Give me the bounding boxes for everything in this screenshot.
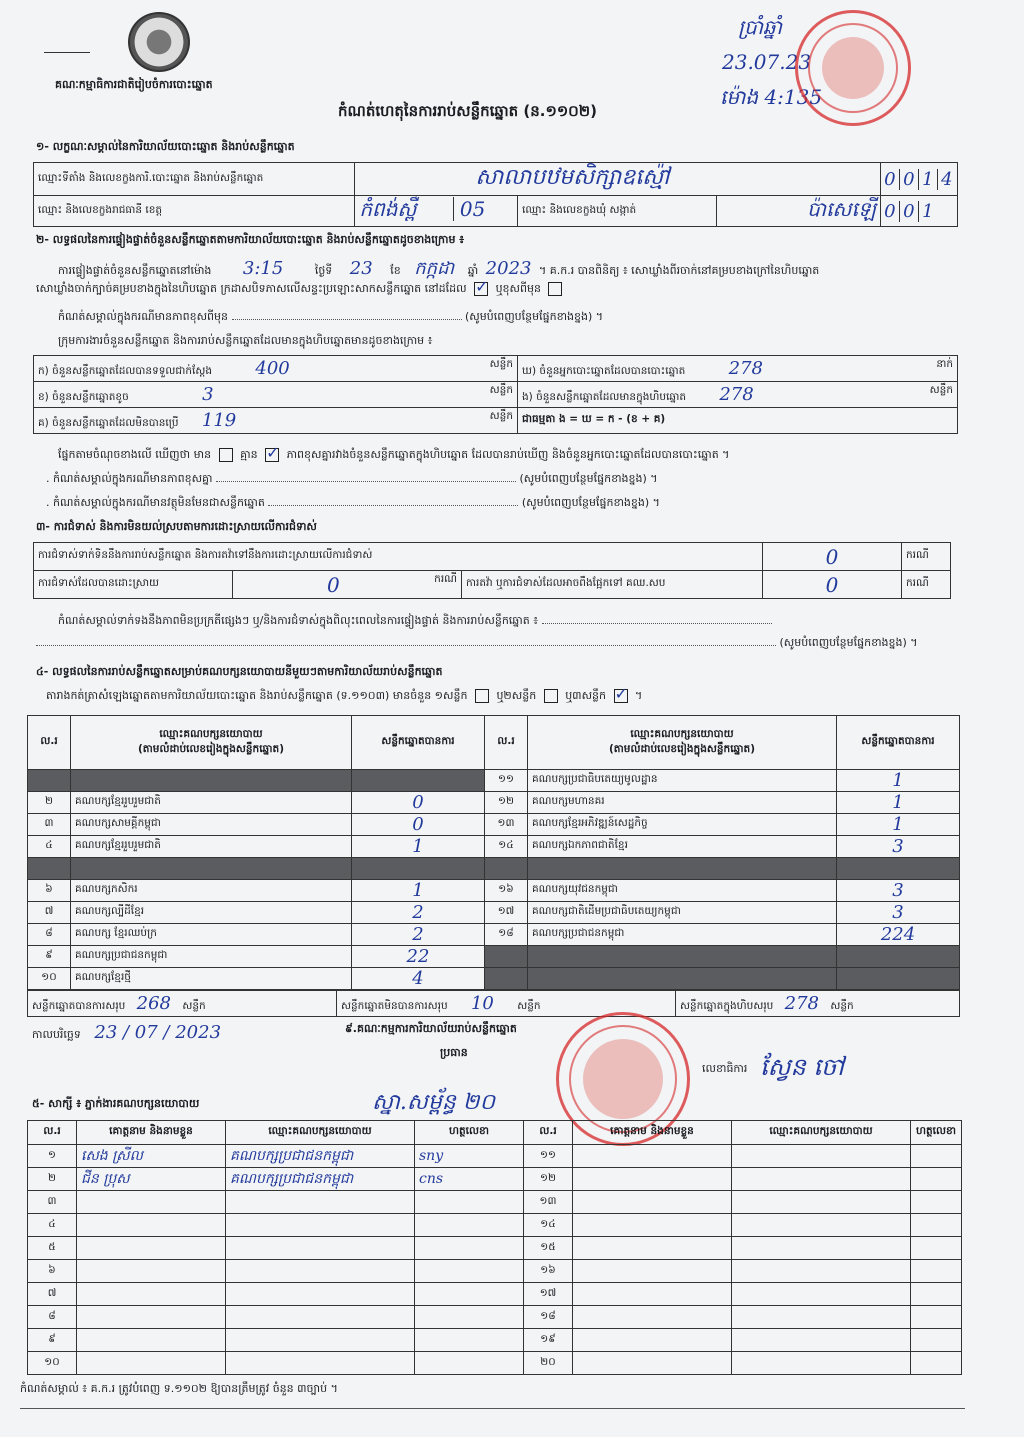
witness-party (226, 1260, 415, 1283)
witness-signature: cns (415, 1168, 524, 1191)
witness-party: គណបក្សប្រជាជនកម្ពុជា (226, 1168, 415, 1191)
right-party-no (485, 968, 528, 990)
witness-no-right: ១៨ (524, 1306, 573, 1329)
commune-label: ឈ្មោះ និងលេខក្ខងឃុំ សង្កាត់ (518, 196, 717, 227)
witness-signature (415, 1214, 524, 1237)
table-row (28, 1306, 962, 1329)
table-row (28, 836, 960, 858)
appeal-label: ការតវ៉ា ឬការជំទាស់ដែលអាចពឹងផ្អែកទៅ គឈ.សប (462, 571, 763, 599)
witness-party-right (732, 1329, 911, 1352)
ballots-in-box-row: ង) ចំនួនសន្លឹកឆ្នោតដែលមានក្នុងហិបឆ្នោត 278 សន្លឹក (518, 382, 958, 408)
secretary-signature: ស្វែន ចៅ (760, 1053, 844, 1081)
witness-name (77, 1329, 226, 1352)
w-col-sign-right: ហត្ថលេខា (911, 1121, 962, 1145)
witness-name (77, 1191, 226, 1214)
results-table (27, 715, 960, 990)
witness-signature (415, 1329, 524, 1352)
witness-signature (415, 1191, 524, 1214)
witness-party-right (732, 1145, 911, 1168)
right-party-no: ១១ (485, 770, 528, 792)
witness-no-right: ១៦ (524, 1260, 573, 1283)
verification-line: ការផ្ទៀងផ្ទាត់ចំនួនសន្លឹកឆ្នោតនៅម៉ោង 3:15 ថ្ងៃទី 23 ខែ កក្កដា ឆ្នាំ 2023 ។ គ.ក.រ បានពិនិត្យ ៖ សោឃ្លាំងពីរចាក់នៅគម្របខាងក្រៅនៃហិបឆ្នោត (58, 258, 820, 279)
witness-no: ៩ (28, 1329, 77, 1352)
witness-signature-right (911, 1306, 962, 1329)
witness-signature (415, 1352, 524, 1375)
resolved-label: ការជំទាស់ដែលបានដោះស្រាយ (34, 571, 233, 599)
right-party-no: ១៧ (485, 902, 528, 924)
left-party-votes: 2 (352, 902, 485, 924)
right-party-votes: 3 (837, 902, 960, 924)
witness-name (77, 1352, 226, 1375)
witness-name-right (573, 1191, 732, 1214)
witness-no: ២ (28, 1168, 77, 1191)
right-party-votes (837, 946, 960, 968)
left-party-name: គណបក្សល្បីដីខ្មែរ (71, 902, 352, 924)
section2-title: ២- លទ្ធផលនៃការផ្ទៀងផ្ទាត់ចំនួនសន្លឹកឆ្នោតតាមការិយាល័យបោះឆ្នោត និងរាប់សន្លឹកឆ្នោតដូចខាងក្រោម ៖ (36, 233, 465, 246)
left-party-no (28, 858, 71, 880)
witness-name-right (573, 1352, 732, 1375)
location-label: ឈ្មោះទីតាំង និងលេខក្ខងការិ.បោះឆ្នោត និងរាប់សន្លឹកឆ្នោត (34, 163, 355, 196)
w-col-no: ល.រ (28, 1121, 77, 1145)
col-votes-right: សន្លឹកឆ្នោតបានការ (837, 716, 960, 770)
complaints-table (33, 542, 951, 599)
formula: ជាធម្មតា ង = ឃ = ក - (ខ + គ) (518, 408, 958, 434)
right-party-name: គណបក្សខ្មែរអភិវឌ្ឍន៍សេដ្ឋកិច្ច (528, 814, 837, 836)
left-party-no (28, 770, 71, 792)
witness-no-right: ១១ (524, 1145, 573, 1168)
witness-party (226, 1214, 415, 1237)
appeal-unit: ករណី (902, 571, 951, 599)
footer-note: កំណត់សម្គាល់ ៖ គ.ក.រ ត្រូវបំពេញ ទ.១១០២ ឱ្យបានត្រឹមត្រូវ ចំនួន ៣ច្បាប់ ។ (20, 1382, 338, 1395)
witness-no: ៦ (28, 1260, 77, 1283)
witness-no: ៤ (28, 1214, 77, 1237)
witness-handwriting: ស្នា.សម្ព័ន្ធ ២០ (372, 1090, 496, 1115)
witness-signature-right (911, 1283, 962, 1306)
section1-table (33, 162, 958, 227)
witness-name-right (573, 1260, 732, 1283)
witness-party-right (732, 1237, 911, 1260)
different-checkbox[interactable] (548, 282, 562, 296)
witness-signature-right (911, 1237, 962, 1260)
left-party-votes: 1 (352, 836, 485, 858)
table-row (28, 924, 960, 946)
right-party-votes: 224 (837, 924, 960, 946)
left-party-votes: 0 (352, 814, 485, 836)
left-party-votes: 4 (352, 968, 485, 990)
one-sheet-checkbox[interactable] (475, 689, 489, 703)
witness-party (226, 1283, 415, 1306)
left-party-no: ៤ (28, 836, 71, 858)
left-party-name (71, 858, 352, 880)
right-party-no (485, 946, 528, 968)
foreign-object-note: . កំណត់សម្គាល់ក្នុងករណីមានវត្ថុមិនមែនជាសន្លឹកឆ្នោត (សូមបំពេញបន្ថែមផ្នែកខាងខ្នង) ។ (46, 496, 660, 509)
province-label: ឈ្មោះ និងលេខក្ខងរាជធានី ខេត្ត (34, 196, 355, 227)
witness-party (226, 1237, 415, 1260)
witness-name (77, 1214, 226, 1237)
has-difference-checkbox[interactable] (219, 448, 233, 462)
difference-note: . កំណត់សម្គាល់ក្នុងករណីមានភាពខុសគ្នា (សូមបំពេញបន្ថែមផ្នែកខាងខ្នង) ។ (46, 472, 658, 485)
section5-title: ៥- សាក្សី ៖ ភ្នាក់ងារគណបក្សនយោបាយ (32, 1097, 200, 1110)
col-party-right: ឈ្មោះគណបក្សនយោបាយ (តាមលំដាប់លេខរៀងក្នុងសន្លឹកឆ្នោត) (528, 716, 837, 770)
appeal-value: 0 (763, 571, 902, 599)
table-row (28, 968, 960, 990)
witness-no-right: ១៣ (524, 1191, 573, 1214)
table-row (28, 1168, 962, 1191)
witness-name (77, 1306, 226, 1329)
left-party-name: គណបក្សកសិករ (71, 880, 352, 902)
right-party-name: គណបក្សយុវជនកម្ពុជា (528, 880, 837, 902)
valid-total: សន្លឹកឆ្នោតបានការសរុប 268 សន្លឹក (28, 991, 337, 1017)
spoiled-ballots-row: ខ) ចំនួនសន្លឹកឆ្នោតខូច 3 សន្លឹក (34, 382, 518, 408)
right-party-name: គណបក្សឯកភាពជាតិខ្មែរ (528, 836, 837, 858)
witness-party (226, 1191, 415, 1214)
left-party-name: គណបក្សខ្មែរថ្មី (71, 968, 352, 990)
left-party-no: ១០ (28, 968, 71, 990)
witness-no-right: ១៥ (524, 1237, 573, 1260)
witness-signature-right (911, 1145, 962, 1168)
emblem-logo (128, 12, 190, 72)
col-votes: សន្លឹកឆ្នោតបានការ (352, 716, 485, 770)
table-row (28, 1145, 962, 1168)
witness-name-right (573, 1145, 732, 1168)
left-party-name: គណបក្សប្រជាជនកម្ពុជា (71, 946, 352, 968)
witness-name-right (573, 1214, 732, 1237)
handwritten-time: ម៉ោង 4:135 (720, 85, 823, 109)
right-party-no: ១៨ (485, 924, 528, 946)
table-row (28, 814, 960, 836)
right-party-name: គណបក្សប្រជាជនកម្ពុជា (528, 924, 837, 946)
commune-code: 0 0 1 (880, 196, 957, 227)
witness-no: ៥ (28, 1237, 77, 1260)
witness-name-right (573, 1329, 732, 1352)
table-row (28, 1283, 962, 1306)
left-party-no: ៧ (28, 902, 71, 924)
right-party-name (528, 946, 837, 968)
witness-no: ១០ (28, 1352, 77, 1375)
witness-no-right: ១៩ (524, 1329, 573, 1352)
seal-check-line: សោឃ្លាំងចាក់ក្បាច់គម្របខាងក្នុងនៃហិបឆ្នោត ក្រដាសបិទភាសលើសន្ទះប្រឡោះសាកសន្លឹកឆ្នោត នៅដដែល ✓ ឬខុសពីមុន (36, 282, 566, 298)
table-row (28, 1260, 962, 1283)
table-row (28, 1237, 962, 1260)
left-party-votes (352, 858, 485, 880)
w-col-name-right: គោត្តនាម និងនាមខ្លួន (573, 1121, 732, 1145)
witness-no: ៨ (28, 1306, 77, 1329)
form-title: កំណត់ហេតុនៃការរាប់សន្លឹកឆ្នោត (ន.១១០២) (338, 102, 598, 120)
witness-party-right (732, 1352, 911, 1375)
left-party-no: ៨ (28, 924, 71, 946)
official-seal-top (795, 10, 911, 126)
received-ballots-row: ក) ចំនួនសន្លឹកឆ្នោតដែលបានទទួលជាក់ស្តែង 400 សន្លឹក (34, 356, 518, 382)
witness-no-right: ១៤ (524, 1214, 573, 1237)
witness-party (226, 1306, 415, 1329)
witness-no: ៣ (28, 1191, 77, 1214)
left-party-votes: 1 (352, 880, 485, 902)
right-party-votes (837, 858, 960, 880)
no-difference-checkbox[interactable] (265, 448, 279, 462)
table-row (28, 1329, 962, 1352)
difference-note-line: កំណត់សម្គាល់ក្នុងករណីមានភាពខុសពីមុន (សូមបំពេញបន្ថែមផ្នែកខាងខ្នង) ។ (58, 310, 604, 323)
left-party-votes: 22 (352, 946, 485, 968)
right-party-name: គណបក្សជាតិដើមប្រជាធិបតេយ្យកម្ពុជា (528, 902, 837, 924)
right-party-name (528, 968, 837, 990)
three-sheet-checkbox[interactable] (614, 689, 628, 703)
chair-label: ប្រធាន (440, 1046, 468, 1059)
right-party-no: ១៤ (485, 836, 528, 858)
voters-row: ឃ) ចំនួនអ្នកបោះឆ្នោតដែលបានបោះឆ្នោត 278 នាក់ (518, 356, 958, 382)
handwritten-received: ប្រាំឆ្នាំ (738, 15, 783, 39)
witness-no-right: ១៧ (524, 1283, 573, 1306)
table-row (28, 1352, 962, 1375)
witness-name-right (573, 1306, 732, 1329)
left-party-name (71, 770, 352, 792)
witness-party-right (732, 1283, 911, 1306)
table-row (28, 792, 960, 814)
witness-party: គណបក្សប្រជាជនកម្ពុជា (226, 1145, 415, 1168)
right-party-no (485, 858, 528, 880)
complaints-value: 0 (763, 543, 902, 571)
committee-label: ៩.គណៈកម្មការការិយាល័យរាប់សន្លឹកឆ្នោត (345, 1022, 517, 1035)
left-party-name: គណបក្សសាមគ្គីកម្ពុជា (71, 814, 352, 836)
witness-name-right (573, 1237, 732, 1260)
witness-name-right (573, 1168, 732, 1191)
secretary-label: លេខាធិការ (702, 1062, 748, 1075)
table-row (28, 902, 960, 924)
witness-party-right (732, 1191, 911, 1214)
witness-no-right: ១២ (524, 1168, 573, 1191)
table-row (28, 1191, 962, 1214)
two-sheet-checkbox[interactable] (544, 689, 558, 703)
witness-party-right (732, 1168, 911, 1191)
w-col-name: គោត្តនាម និងនាមខ្លួន (77, 1121, 226, 1145)
left-party-no: ៣ (28, 814, 71, 836)
footer-rule (20, 1408, 965, 1409)
complaints-unit: ករណី (902, 543, 951, 571)
right-party-no: ១៦ (485, 880, 528, 902)
witness-no: ៧ (28, 1283, 77, 1306)
resolved-value-cell: 0 ករណី (233, 571, 462, 599)
location-value: សាលាបឋមសិក្សាឧស្ម៉ៅ (355, 163, 881, 196)
right-party-no: ១៣ (485, 814, 528, 836)
box-total: សន្លឹកឆ្នោតក្នុងហិបសរុប 278 សន្លឹក (676, 991, 960, 1017)
left-party-name: គណបក្សខ្មែររួបរួមជាតិ (71, 792, 352, 814)
handwritten-date: 23.07.23 (722, 50, 812, 74)
irregularity-note-line2: (សូមបំពេញបន្ថែមផ្នែកខាងខ្នង) ។ (36, 636, 918, 652)
witness-party-right (732, 1306, 911, 1329)
witness-signature (415, 1283, 524, 1306)
right-party-votes: 1 (837, 770, 960, 792)
left-party-votes: 2 (352, 924, 485, 946)
right-party-votes: 3 (837, 880, 960, 902)
section3-title: ៣- ការជំទាស់ និងការមិនយល់ស្របតាមការដោះស្រាយលើការជំទាស់ (36, 520, 317, 533)
location-code: 0 0 1 4 (880, 163, 957, 196)
org-name: គណៈកម្មាធិការជាតិរៀបចំការបោះឆ្នោត (55, 78, 213, 91)
col-party: ឈ្មោះគណបក្សនយោបាយ (តាមលំដាប់លេខរៀងក្នុងសន្លឹកឆ្នោត) (71, 716, 352, 770)
witness-signature: sny (415, 1145, 524, 1168)
witness-signature-right (911, 1168, 962, 1191)
witness-name: ជីន ប្រុស (77, 1168, 226, 1191)
complaints-label: ការជំទាស់ទាក់ទិននឹងការរាប់សន្លឹកឆ្នោត និងការតវ៉ាទៅនឹងការដោះស្រាយលើការជំទាស់ (34, 543, 763, 571)
right-party-no: ១២ (485, 792, 528, 814)
table-row (28, 858, 960, 880)
w-col-party-right: ឈ្មោះគណបក្សនយោបាយ (732, 1121, 911, 1145)
right-party-name: គណបក្សប្រជាធិបតេយ្យមូលដ្ឋាន (528, 770, 837, 792)
left-party-name: គណបក្សខ្មែររួបរួមជាតិ (71, 836, 352, 858)
witness-no: ១ (28, 1145, 77, 1168)
w-col-party: ឈ្មោះគណបក្សនយោបាយ (226, 1121, 415, 1145)
province-value: កំពង់ស្ពឺ 05 (355, 196, 518, 227)
left-party-no: ៦ (28, 880, 71, 902)
witness-signature (415, 1237, 524, 1260)
witness-signature-right (911, 1191, 962, 1214)
witness-signature-right (911, 1352, 962, 1375)
witness-signature-right (911, 1329, 962, 1352)
left-party-no: ២ (28, 792, 71, 814)
sheet-count-line: តារាងកត់ត្រាសំឡេងឆ្នោតតាមការិយាល័យបោះឆ្នោត និងរាប់សន្លឹកឆ្នោត (ទ.១១០៣) មានចំនួន ១សន្លឹក ឬ២សន្លឹក ឬ៣សន្លឹក ✓ ។ (46, 689, 642, 705)
same-checkbox[interactable] (474, 282, 488, 296)
witness-name (77, 1260, 226, 1283)
witness-party-right (732, 1214, 911, 1237)
right-party-votes: 3 (837, 836, 960, 858)
table-row (28, 770, 960, 792)
invalid-total: សន្លឹកឆ្នោតមិនបានការសរុប 10 សន្លឹក (337, 991, 676, 1017)
table-row (28, 1214, 962, 1237)
witness-party-right (732, 1260, 911, 1283)
col-no: ល.រ (28, 716, 71, 770)
left-party-no: ៩ (28, 946, 71, 968)
witness-signature (415, 1260, 524, 1283)
unused-ballots-row: គ) ចំនួនសន្លឹកឆ្នោតដែលមិនបានប្រើ 119 សន្លឹក (34, 408, 518, 434)
w-col-sign: ហត្ថលេខា (415, 1121, 524, 1145)
witness-party (226, 1352, 415, 1375)
witness-name (77, 1283, 226, 1306)
section4-title: ៤- លទ្ធផលនៃការរាប់សន្លឹកឆ្នោតសម្រាប់គណបក្សនយោបាយនីមួយៗតាមការិយាល័យរាប់សន្លឹកឆ្នោត (36, 665, 443, 678)
section1-title: ១- លក្ខណៈសម្គាល់នៃការិយាល័យបោះឆ្នោត និងរាប់សន្លឹកឆ្នោត (36, 140, 295, 153)
left-party-votes: 0 (352, 792, 485, 814)
right-party-name (528, 858, 837, 880)
right-party-votes (837, 968, 960, 990)
witness-party (226, 1329, 415, 1352)
ballot-count-table (33, 355, 958, 434)
col-no-right: ល.រ (485, 716, 528, 770)
witness-name: សេង ស្រីល (77, 1145, 226, 1168)
w-col-no-right: ល.រ (524, 1121, 573, 1145)
difference-check-line: ផ្នែកតាមចំណុចខាងលើ ឃើញថា មាន គ្មាន ✓ ភាពខុសគ្នារវាងចំនួនសន្លឹកឆ្នោតក្នុងហិបឆ្នោត ដែលបានរាប់ឃើញ និងចំនួនអ្នកបោះឆ្នោតដែលបានបោះឆ្នោត ។ (58, 448, 729, 464)
header-rule (44, 52, 90, 53)
commune-value: ប៉ាសេឡើ (717, 196, 881, 227)
right-party-votes: 1 (837, 814, 960, 836)
right-party-votes: 1 (837, 792, 960, 814)
irregularity-note: កំណត់សម្គាល់ទាក់ទងនឹងភាពមិនប្រក្រតីផ្សេងៗ ឬ/និងការជំទាស់ក្នុងពិលុះពេលនៃការផ្ទៀងផ្ទាត់ និងការរាប់សន្លឹកឆ្នោត ៖ (58, 614, 772, 630)
witness-name (77, 1237, 226, 1260)
witness-name-right (573, 1283, 732, 1306)
table-row (28, 946, 960, 968)
witness-signature-right (911, 1214, 962, 1237)
witness-signature (415, 1306, 524, 1329)
date-line: កាលបរិច្ឆេទ 23 / 07 / 2023 (32, 1022, 222, 1043)
left-party-name: គណបក្ស ខ្មែរឈប់ក្រ (71, 924, 352, 946)
results-summary (27, 990, 960, 1017)
witness-no-right: ២០ (524, 1352, 573, 1375)
left-party-votes (352, 770, 485, 792)
witness-signature-right (911, 1260, 962, 1283)
right-party-name: គណបក្សមហានគរ (528, 792, 837, 814)
ballot-count-intro: ក្រុមការងារចំនួនសន្លឹកឆ្នោត និងការរាប់សន្លឹកឆ្នោតដែលមានក្នុងហិបឆ្នោតមានដូចខាងក្រោម ៖ (58, 334, 433, 347)
witness-table (27, 1120, 962, 1375)
table-row (28, 880, 960, 902)
